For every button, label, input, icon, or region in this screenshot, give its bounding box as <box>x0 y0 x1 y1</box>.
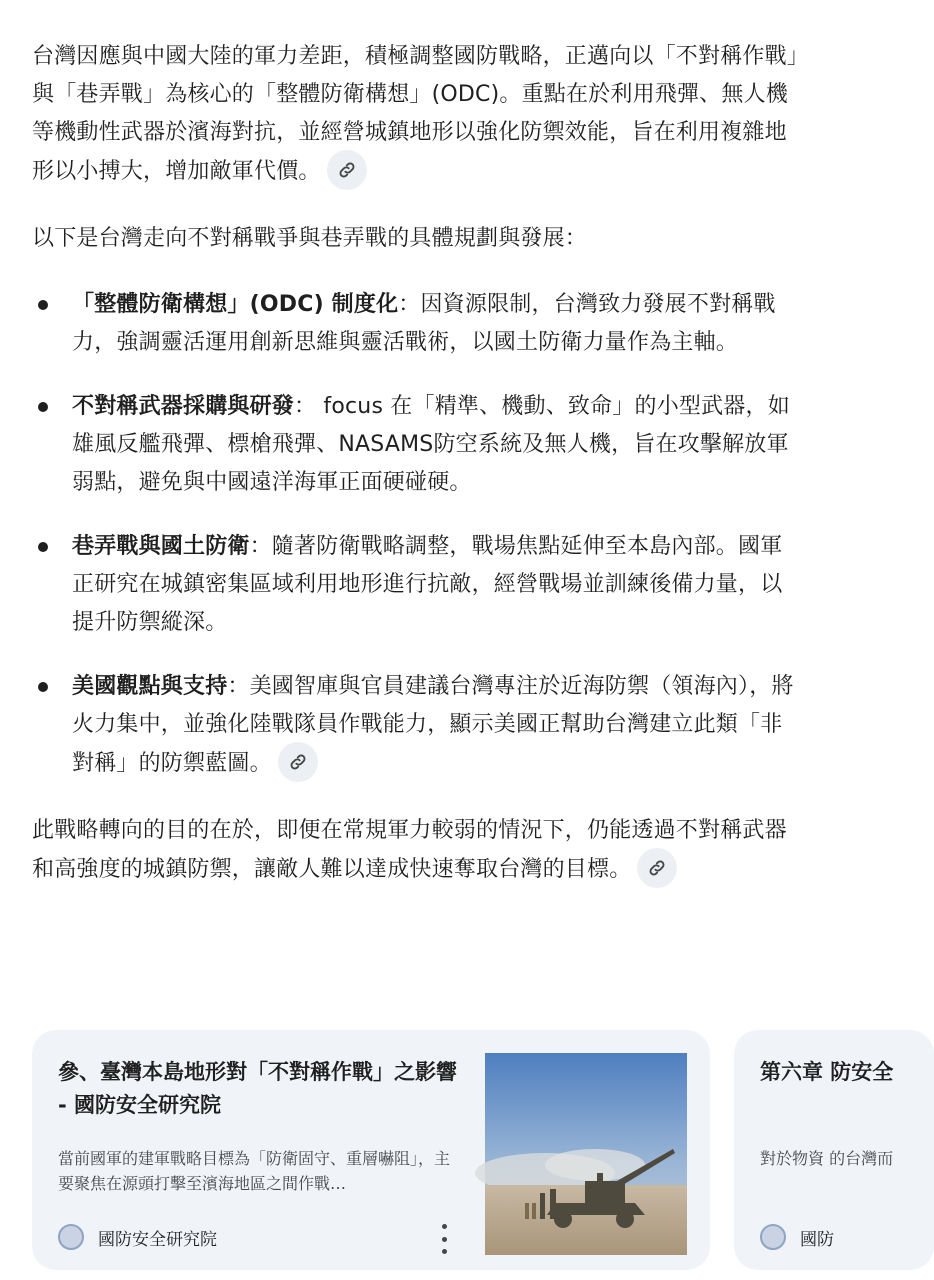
source-cards-carousel[interactable] <box>32 1030 894 1256</box>
bullet-list <box>32 286 802 784</box>
card-source <box>760 1224 834 1250</box>
bullet-dot <box>38 402 48 412</box>
globe-favicon-icon <box>58 1224 84 1250</box>
list-item <box>32 286 802 362</box>
conclusion-paragraph <box>32 812 802 890</box>
citation-link-chip[interactable] <box>637 848 677 888</box>
conclusion-text: 此戰略轉向的目的在於，即便在常規軍力較弱的情況下，仍能透過不對稱武器和高強度的城鎮防禦，讓敵人難以達成快速奪取台灣的目標。 <box>32 818 787 882</box>
bullet-title: 不對稱武器採購與研發 <box>72 394 295 419</box>
globe-favicon-icon <box>760 1224 786 1250</box>
link-icon <box>288 752 308 772</box>
card-title: 參、臺灣本島地形對「不對稱作戰」之影響 - 國防安全研究院 <box>58 1060 457 1117</box>
bullet-text: ：因資源限制，台灣致力發展不對稱戰力，強調靈活運用創新思維與靈活戰術，以國土防衛力量作為主軸。 <box>72 292 776 355</box>
card-snippet: 當前國軍的建軍戰略目標為「防衛固守、重層嚇阻」，主要聚焦在源頭打擊至濱海地區之間作戰… <box>58 1149 451 1193</box>
lead-paragraph: 以下是台灣走向不對稱戰爭與巷弄戰的具體規劃與發展： <box>32 226 588 251</box>
list-item <box>32 528 802 642</box>
bullet-text: ：美國智庫與官員建議台灣專注於近海防禦（領海內），將火力集中，並強化陸戰隊員作戰能力，顯示美國正幫助台灣建立此類「非對稱」的防禦藍圖。 <box>72 674 794 776</box>
bullet-text: ： focus 在「精準、機動、致命」的小型武器，如雄風反艦飛彈、標槍飛彈、NASAMS防空系統及無人機，旨在攻擊解放軍弱點，避免與中國遠洋海軍正面硬碰硬。 <box>72 394 790 495</box>
bullet-dot <box>38 682 48 692</box>
more-vert-icon[interactable] <box>436 1224 452 1254</box>
source-card[interactable] <box>32 1030 710 1270</box>
bullet-title: 「整體防衛構想」(ODC) 制度化 <box>72 292 399 317</box>
bullet-title: 美國觀點與支持 <box>72 674 228 699</box>
card-snippet: 對於物資 的台灣而 <box>760 1149 894 1168</box>
card-thumbnail-image <box>485 1053 687 1255</box>
list-item <box>32 388 802 502</box>
card-source-name: 國防 <box>800 1229 834 1250</box>
link-icon <box>647 858 667 878</box>
bullet-dot <box>38 300 48 310</box>
intro-text: 台灣因應與中國大陸的軍力差距，積極調整國防戰略，正邁向以「不對稱作戰」與「巷弄戰」為核心的「整體防衛構想」(ODC)。重點在於利用飛彈、無人機等機動性武器於濱海對抗，並經營城鎮地形以強化防禦效能，旨在利用複雜地形以小搏大，增加敵軍代價。 <box>32 44 799 184</box>
bullet-text: ：隨著防衛戰略調整，戰場焦點延伸至本島內部。國軍正研究在城鎮密集區域利用地形進行抗敵，經營戰場並訓練後備力量，以提升防禦縱深。 <box>72 534 783 635</box>
list-item <box>32 668 802 784</box>
intro-paragraph <box>32 38 802 192</box>
bullet-dot <box>38 542 48 552</box>
citation-link-chip[interactable] <box>327 150 367 190</box>
citation-link-chip[interactable] <box>278 742 318 782</box>
card-title: 第六章 防安全 <box>760 1060 894 1084</box>
bullet-title: 巷弄戰與國土防衛 <box>72 534 250 559</box>
card-source <box>58 1224 217 1250</box>
source-card[interactable] <box>734 1030 934 1270</box>
link-icon <box>337 160 357 180</box>
answer-body <box>32 38 802 890</box>
card-source-name: 國防安全研究院 <box>98 1229 217 1250</box>
